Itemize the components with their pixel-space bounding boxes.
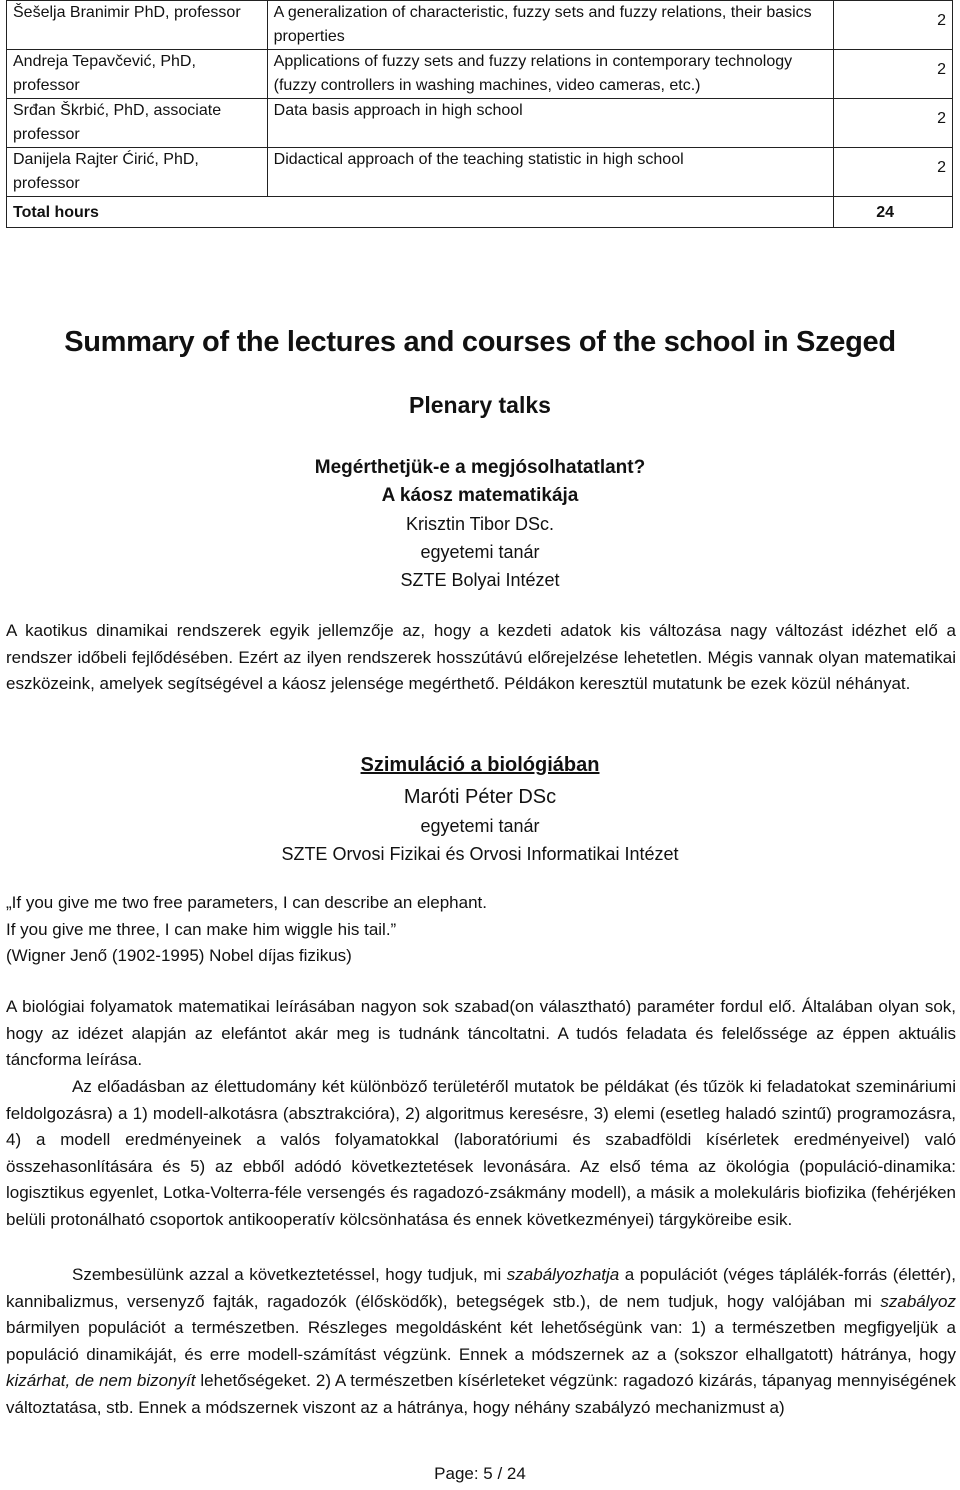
talk2-position: egyetemi tanár [420, 816, 540, 836]
talk2-institute: SZTE Orvosi Fizikai és Orvosi Informatikai Intézet [281, 844, 679, 864]
talk2-paragraph-1: A biológiai folyamatok matematikai leírásában nagyon sok szabad(on választható) paraméter fordul elő. Általában olyan sok, hogy az idézet alapján az elefántot akár meg is tudnánk táncoltatni. A tudós feladata és felelőssége az éppen aktuális táncforma leírása. [6, 997, 956, 1069]
topic-cell: Data basis approach in high school [267, 99, 833, 148]
page-footer: Page: 5 / 24 [434, 1464, 526, 1483]
total-value: 24 [833, 197, 952, 228]
hours-cell [833, 99, 952, 148]
italic-run: szabályoz [880, 1291, 956, 1311]
hours-cell [833, 148, 952, 197]
talk1-institute: SZTE Bolyai Intézet [400, 570, 560, 590]
hours-cell [833, 50, 952, 99]
text-run: bármilyen populációt a természetben. Részleges megoldásként két lehetőségünk van: 1) a természetben megfigyeljük a populáció dinamikáját, és erre modell-számítást végzünk. Ennek a módszernek az a (sokszor elhallgatott) hátránya, hogy [6, 1318, 956, 1364]
talk1-position: egyetemi tanár [420, 542, 540, 562]
total-label: Total hours [7, 197, 834, 228]
table-row [7, 99, 953, 148]
talk2-meta [0, 782, 960, 868]
quote-line: If you give me three, I can make him wiggle his tail.” [6, 919, 397, 939]
table-row [7, 1, 953, 50]
talk1-meta [0, 510, 960, 594]
talk1-title [0, 454, 960, 510]
text-run: Szembesülünk azzal a következtetéssel, hogy tudjuk, mi [72, 1265, 507, 1284]
text-run: lehetőségeket. 2) A természetben kísérleteket végzünk: ragadozó kizárás, tápanyag mennyiségének változtatása, stb. Ennek a módszernek viszont az a hátránya, hogy néhány szabályzó mechanizmust a) [6, 1371, 957, 1417]
quote-attribution: (Wigner Jenő (1902-1995) Nobel díjas fizikus) [6, 946, 352, 965]
italic-run: kizárhat, de nem bizonyít [6, 1371, 196, 1390]
topic-cell: Didactical approach of the teaching statistic in high school [267, 148, 833, 197]
wigner-quote [6, 890, 487, 970]
hours-value: 2 [937, 159, 946, 176]
lectures-table [6, 0, 953, 228]
topic-cell: A generalization of characteristic, fuzzy sets and fuzzy relations, their basics properties [267, 1, 833, 50]
talk1-title-line2: A káosz matematikája [381, 485, 579, 506]
text-run: a populációt (véges táplálék-forrás (élettér), kannibalizmus, versenyző fajták, ragadozók (élősködők), betegségek stb.), de nem tudjuk, hogy valójában mi [6, 1265, 956, 1311]
total-row [7, 197, 953, 228]
table-row [7, 50, 953, 99]
lecturer-cell: Andreja Tepavčević, PhD, professor [7, 50, 268, 99]
lecturer-cell: Srđan Škrbić, PhD, associate professor [7, 99, 268, 148]
hours-cell [833, 1, 952, 50]
quote-line: „If you give me two free parameters, I can describe an elephant. [6, 893, 487, 912]
hours-value: 2 [937, 12, 946, 29]
lecturer-cell: Danijela Rajter Ćirić, PhD, professor [7, 148, 268, 197]
talk1-abstract: A kaotikus dinamikai rendszerek egyik jellemzője az, hogy a kezdeti adatok kis változása nagy változást idézhet elő a rendszer időbeli fejlődésében. Ezért az ilyen rendszerek hosszútávú előrejelzése lehetetlen. Mégis vannak olyan matematikai eszközeink, amelyek segítségével a káosz jelensége megérthető. Példákon keresztül mutatunk be ezek közül néhányat. [6, 621, 956, 693]
talk2-paragraph-2: Az előadásban az élettudomány két különböző területéről mutatok be példákat (és tűzök ki feladatokat szemináriumi feldolgozásra) a 1) modell-alkotásra (absztrakcióra), 2) algoritmus keresésre, 3) elemi (esetleg haladó szintű) programozásra, 4) a modell eredményeinek a valós folyamatokkal (laboratóriumi és szabadföldi kísérletek eredményeivel) való összehasonlítására és 5) az ebből adódó következtetések levonására. Az első téma az ökológia (populáció-dinamika: logisztikus egyenlet, Lotka-Volterra-féle versengés és ragadozó-zsákmány modell), a másik a molekuláris biofizika (fehérjéken belüli protonálható csoportok antikooperatív kölcsönhatása és ennek következményei) tárgyköreibe esik. [6, 1077, 956, 1229]
table-row [7, 148, 953, 197]
talk1-title-line1: Megérthetjük-e a megjósolhatatlant? [314, 457, 646, 478]
talk2-paragraph-3 [6, 1262, 956, 1421]
summary-title: Summary of the lectures and courses of the school in Szeged [64, 326, 896, 358]
talk2-title: Szimuláció a biológiában [360, 754, 600, 776]
hours-value: 2 [937, 61, 946, 78]
lecturer-cell: Šešelja Branimir PhD, professor [7, 1, 268, 50]
plenary-heading: Plenary talks [409, 392, 551, 418]
italic-run: szabályozhatja [506, 1265, 620, 1284]
talk2-speaker: Maróti Péter DSc [403, 786, 557, 808]
talk1-speaker: Krisztin Tibor DSc. [405, 514, 555, 534]
topic-cell: Applications of fuzzy sets and fuzzy relations in contemporary technology (fuzzy controllers in washing machines, video cameras, etc.) [267, 50, 833, 99]
hours-value: 2 [937, 110, 946, 127]
